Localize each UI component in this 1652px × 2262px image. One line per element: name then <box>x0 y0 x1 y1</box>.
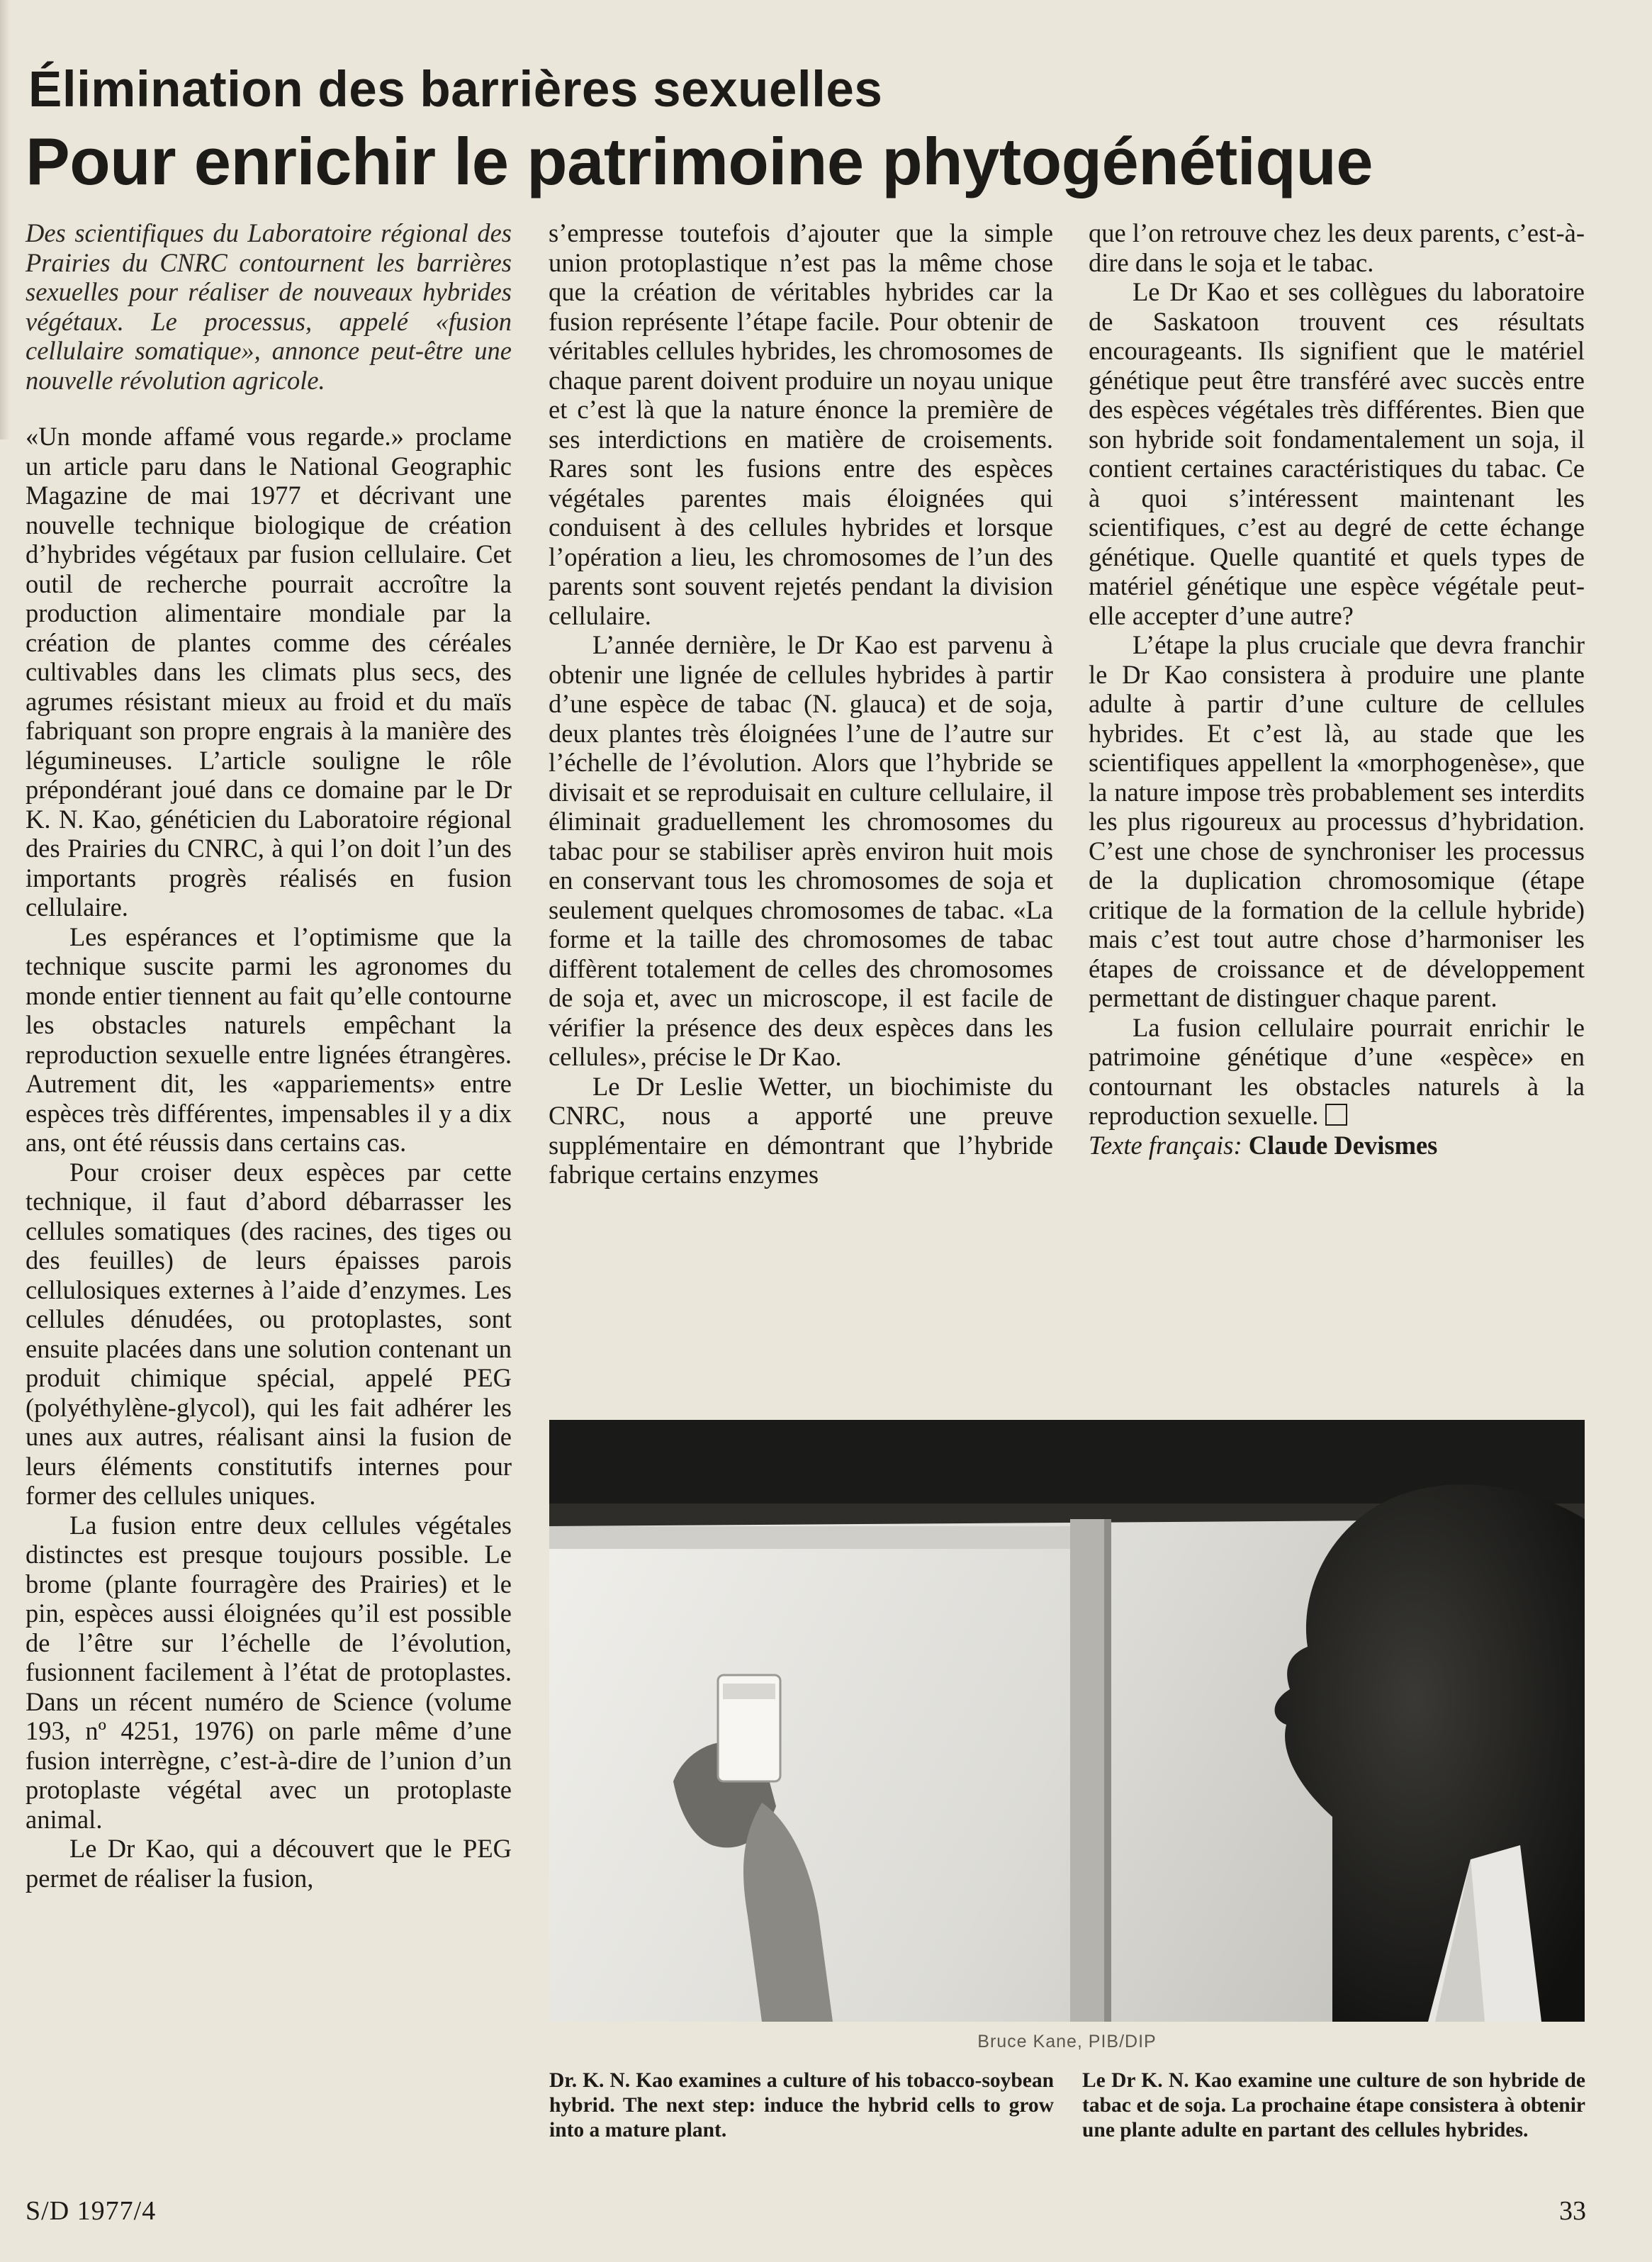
page-binding-edge <box>0 0 10 439</box>
paragraph: Le Dr Kao et ses collègues du laboratoire de Saskatoon trouvent ces résultats encourageants. Ils signifient que le matériel génétique peut être transféré avec succès entre des espèces végétales très différentes. Bien que son hybride soit fondamentalement un soja, il contient certaines caractéristiques du tabac. Ce à quoi s’intéressent maintenant les scientifiques, c’est au degré de cette échange génétique. Quelle quantité et quels types de matériel génétique une espèce végétale peut-elle accepter d’une autre? <box>1089 277 1585 630</box>
translation-label: Texte français: <box>1089 1130 1242 1160</box>
paragraph: que l’on retrouve chez les deux parents, c’est-à-dire dans le soja et le tabac. <box>1089 218 1585 277</box>
end-of-article-icon <box>1325 1104 1347 1126</box>
paragraph: L’année dernière, le Dr Kao est parvenu à obtenir une lignée de cellules hybrides à partir d’une espèce de tabac (N. glauca) et de soja, deux plantes très éloignées l’une de l’autre sur l’échelle de l’évolution. Alors que l’hybride se divisait et se reproduisait en culture cellulaire, il éliminait graduellement les chromosomes du tabac pour se stabiliser après environ huit mois en conservant tous les chromosomes de soja et seulement quelques chromosomes de tabac. «La forme et la taille des chromosomes de tabac diffèrent totalement de celles des chromosomes de soja et, avec un microscope, il est facile de vérifier la présence des deux espèces dans les cellules», précise le Dr Kao. <box>549 630 1053 1071</box>
text-column-2 <box>549 218 1053 1189</box>
paragraph: Le Dr Leslie Wetter, un biochimiste du CNRC, nous a apporté une preuve supplémentaire en démontrant que l’hybride fabrique certains enzymes <box>549 1071 1053 1189</box>
paragraph: L’étape la plus cruciale que devra franchir le Dr Kao consistera à produire une plante adulte à partir d’une culture de cellules hybrides. Et c’est là, au stade que les scientifiques appellent la «morphogenèse», que la nature impose très probablement ses interdits les plus rigoureux au processus d’hybridation. C’est une chose de synchroniser les processus de la duplication chromosomique (étape critique de la formation de la cellule hybride) mais c’est tout autre chose d’harmoniser les étapes de croissance et de développement permettant de distinguer chaque parent. <box>1089 630 1585 1012</box>
photo-caption-english: Dr. K. N. Kao examines a culture of his tobacco-soybean hybrid. The next step: induce the hybrid cells to grow into a mature plant. <box>549 2069 1054 2141</box>
translation-credit <box>1089 1131 1585 1160</box>
issue-label: S/D 1977/4 <box>26 2196 157 2226</box>
article-lede: Des scientifiques du Laboratoire régional des Prairies du CNRC contournent les barrières sexuelles pour réaliser de nouveaux hybrides végétaux. Le processus, appelé «fusion cellulaire somatique», annonce peut-être une nouvelle révolution agricole. <box>26 218 512 395</box>
closing-text: La fusion cellulaire pourrait enrichir le patrimoine génétique d’une «espèce» en contournant les obstacles naturels à la reproduction sexuelle. <box>1089 1012 1585 1130</box>
paragraph: La fusion entre deux cellules végétales distinctes est presque toujours possible. Le brome (plante fourragère des Prairies) et le pin, espèces aussi éloignées qu’il est possible de l’être sur l’échelle de l’évolution, fusionnent facilement à l’état de protoplastes. Dans un récent numéro de Science (volume 193, nº 4251, 1976) on parle même d’une fusion interrègne, c’est-à-dire de l’union d’un protoplaste végétal avec un protoplaste animal. <box>26 1510 512 1834</box>
paragraph: s’empresse toutefois d’ajouter que la simple union protoplastique n’est pas la même chose que la création de véritables hybrides car la fusion représente l’étape facile. Pour obtenir de véritables cellules hybrides, les chromosomes de chaque parent doivent produire un noyau unique et c’est là que la nature énonce la première de ses interdictions en matière de croisements. Rares sont les fusions entre des espèces végétales parentes mais éloignées qui conduisent à des cellules hybrides et lorsque l’opération a lieu, les chromosomes de l’un des parents sont souvent rejetés pendant la division cellulaire. <box>549 218 1053 630</box>
paragraph: Pour croiser deux espèces par cette technique, il faut d’abord débarrasser les cellules somatiques (des racines, des tiges ou des feuilles) de leurs épaisses parois cellulosiques externes à l’aide d’enzymes. Les cellules dénudées, ou protoplastes, sont ensuite placées dans une solution contenant un produit chimique spécial, appelé PEG (polyéthylène-glycol), qui les fait adhérer les unes aux autres, réalisant ainsi la fusion de leurs éléments constitutifs internes pour former des cellules uniques. <box>26 1157 512 1510</box>
photo-caption-french: Le Dr K. N. Kao examine une culture de son hybride de tabac et de soja. La prochaine étape consistera à obtenir une plante adulte en partant des cellules hybrides. <box>1082 2069 1585 2141</box>
paragraph: Le Dr Kao, qui a découvert que le PEG permet de réaliser la fusion, <box>26 1834 512 1893</box>
photo-scientist-with-culture-vial <box>549 1420 1585 2022</box>
paragraph: Les espérances et l’optimisme que la technique suscite parmi les agronomes du monde entier tiennent au fait qu’elle contourne les obstacles naturels empêchant la reproduction sexuelle entre lignées étrangères. Autrement dit, les «appariements» entre espèces très différentes, impensables il y a dix ans, ont été réussis dans certains cas. <box>26 922 512 1157</box>
translator-name: Claude Devismes <box>1248 1130 1438 1160</box>
text-column-3 <box>1089 218 1585 1160</box>
article-kicker: Élimination des barrières sexuelles <box>28 62 883 118</box>
article-headline: Pour enrichir le patrimoine phytogénétique <box>26 124 1373 198</box>
text-column-1 <box>26 218 512 1893</box>
photo-credit: Bruce Kane, PIB/DIP <box>977 2032 1157 2051</box>
page-number: 33 <box>1559 2196 1586 2226</box>
paragraph: «Un monde affamé vous regarde.» proclame un article paru dans le National Geographic Magazine de mai 1977 et décrivant une nouvelle technique biologique de création d’hybrides végétaux par fusion cellulaire. Cet outil de recherche pourrait accroître la production alimentaire mondiale par la création de plantes comme des céréales cultivables dans les climats plus secs, des agrumes résistant mieux au froid et du maïs fabriquant son propre engrais à la manière des légumineuses. L’article souligne le rôle prépondérant joué dans ce domaine par le Dr K. N. Kao, généticien du Laboratoire régional des Prairies du CNRC, à qui l’on doit l’un des importants progrès réalisés en fusion cellulaire. <box>26 422 512 922</box>
closing-paragraph <box>1089 1013 1585 1131</box>
